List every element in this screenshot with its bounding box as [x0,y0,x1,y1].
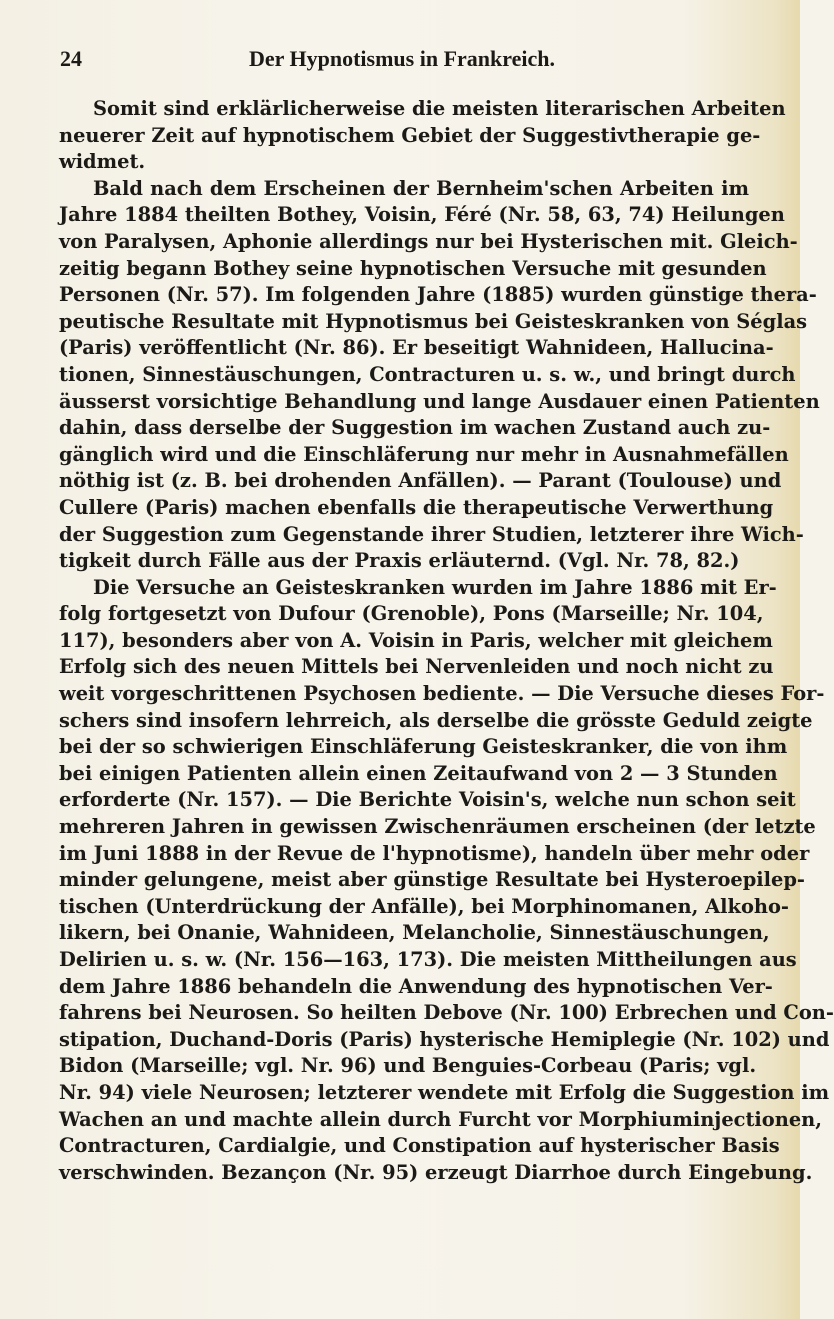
text-line: tigkeit durch Fälle aus der Praxis erläuternd. (Vgl. Nr. 78, 82.) [59,549,740,573]
text-line: Somit sind erklärlicherweise die meisten literarischen Arbeiten [93,97,786,120]
running-title: Der Hypnotismus in Frankreich. [249,46,555,71]
text-line: minder gelungene, meist aber günstige Resultate bei Hysteroepilep- [59,868,805,892]
text-line: Die Versuche an Geisteskranken wurden im Jahre 1886 mit Er- [93,575,777,599]
text-line: likern, bei Onanie, Wahnideen, Melancholie, Sinnestäuschungen, [59,921,770,945]
text-line: Contracturen, Cardialgie, und Constipation auf hysterischer Basis [59,1134,780,1158]
text-line: bei der so schwierigen Einschläferung Geisteskranker, die von ihm [59,735,788,759]
text-line: Bidon (Marseille; vgl. Nr. 96) und Benguies-Corbeau (Paris; vgl. [59,1054,757,1078]
text-line: stipation, Duchand-Doris (Paris) hysterische Hemiplegie (Nr. 102) und [59,1027,830,1051]
text-line: tischen (Unterdrückung der Anfälle), bei Morphinomanen, Alkoho- [59,894,789,918]
text-line: nöthig ist (z. B. bei drohenden Anfällen). — Parant (Toulouse) und [59,469,782,493]
text-line: schers sind insofern lehrreich, als derselbe die grösste Geduld zeigte [59,708,813,732]
text-line: Cullere (Paris) machen ebenfalls die therapeutische Verwerthung [59,495,774,519]
text-line: Erfolg sich des neuen Mittels bei Nervenleiden und noch nicht zu [59,655,774,679]
text-line: mehreren Jahren in gewissen Zwischenräumen erscheinen (der letzte [59,815,816,839]
text-line: der Suggestion zum Gegenstande ihrer Studien, letzterer ihre Wich- [59,522,804,546]
text-line: im Juni 1888 in der Revue de l'hypnotisme), handeln über mehr oder [59,841,810,865]
text-line: dem Jahre 1886 behandeln die Anwendung des hypnotischen Ver- [59,974,773,998]
text-line: weit vorgeschrittenen Psychosen bediente. — Die Versuche dieses For- [59,682,825,706]
text-line: Delirien u. s. w. (Nr. 156—163, 173). Die meisten Mittheilungen aus [59,948,797,971]
text-line: fahrens bei Neurosen. So heilten Debove (Nr. 100) Erbrechen und Con- [59,1001,834,1025]
text-line: 117), besonders aber von A. Voisin in Paris, welcher mit gleichem [59,628,773,652]
text-line: erforderte (Nr. 157). — Die Berichte Voisin's, welche nun schon seit [59,788,796,812]
text-line: verschwinden. Bezançon (Nr. 95) erzeugt Diarrhoe durch Eingebung. [59,1160,813,1184]
text-line: neuerer Zeit auf hypnotischem Gebiet der Suggestivtherapie ge- [59,123,761,147]
text-line: dahin, dass derselbe der Suggestion im wachen Zustand auch zu- [59,416,771,440]
body-text [59,96,834,1186]
text-line: Bald nach dem Erscheinen der Bernheim'schen Arbeiten im [93,176,749,200]
text-line: folg fortgesetzt von Dufour (Grenoble), Pons (Marseille; Nr. 104, [59,602,764,626]
text-line: gänglich wird und die Einschläferung nur mehr in Ausnahmefällen [59,442,789,466]
text-line: widmet. [59,150,146,174]
text-line: äusserst vorsichtige Behandlung und lange Ausdauer einen Patienten [59,389,820,413]
text-line: Jahre 1884 theilten Bothey, Voisin, Féré (Nr. 58, 63, 74) Heilungen [59,203,785,227]
text-line: (Paris) veröffentlicht (Nr. 86). Er beseitigt Wahnideen, Hallucina- [59,336,774,360]
page-header [60,40,744,76]
text-line: Wachen an und machte allein durch Furcht vor Morphiuminjectionen, [59,1107,823,1131]
text-line: von Paralysen, Aphonie allerdings nur bei Hysterischen mit. Gleich- [59,229,798,253]
text-line: zeitig begann Bothey seine hypnotischen Versuche mit gesunden [59,256,767,280]
text-line: Nr. 94) viele Neurosen; letzterer wendete mit Erfolg die Suggestion im [59,1080,830,1104]
text-line: bei einigen Patienten allein einen Zeitaufwand von 2 — 3 Stunden [59,761,778,785]
text-line: tionen, Sinnestäuschungen, Contracturen u. s. w., und bringt durch [59,362,796,386]
text-line: peutische Resultate mit Hypnotismus bei Geisteskranken von Séglas [59,309,808,333]
page-number: 24 [60,46,82,71]
text-line: Personen (Nr. 57). Im folgenden Jahre (1885) wurden günstige thera- [59,283,817,307]
